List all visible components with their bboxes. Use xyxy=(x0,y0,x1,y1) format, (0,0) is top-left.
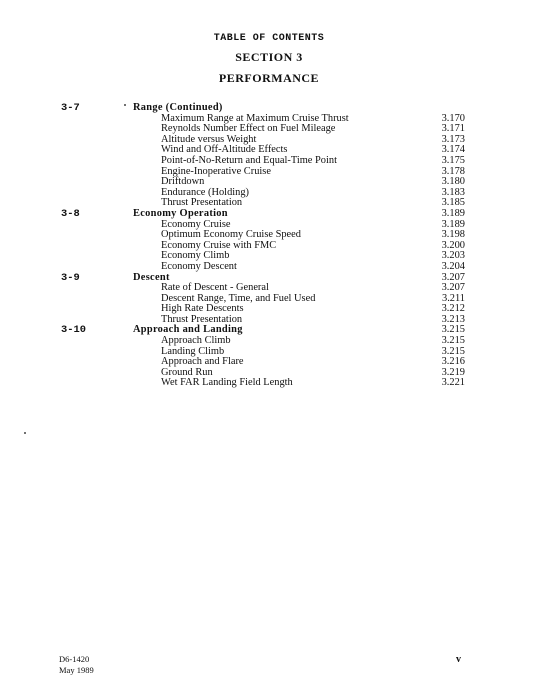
toc-page-number: 3.221 xyxy=(441,377,465,389)
toc-entry-title: Economy Cruise with FMC xyxy=(161,239,277,251)
toc-entry-title: Maximum Range at Maximum Cruise Thrust xyxy=(161,112,349,124)
toc-section-title: Approach and Landing xyxy=(133,324,243,336)
page-folio: v xyxy=(456,654,461,665)
toc-page-number: 3.203 xyxy=(441,250,465,262)
toc-entry-title: High Rate Descents xyxy=(161,303,244,315)
toc-page-number: 3.173 xyxy=(441,133,465,145)
toc-entry-title: Optimum Economy Cruise Speed xyxy=(161,229,301,241)
document-number: D6-1420 xyxy=(59,654,90,664)
toc-section-row xyxy=(0,209,538,220)
toc-entry-title: Economy Climb xyxy=(161,250,230,262)
toc-page-number: 3.185 xyxy=(441,197,465,209)
table-of-contents xyxy=(0,103,538,389)
toc-page-number: 3.189 xyxy=(441,218,465,230)
toc-entry-title: Endurance (Holding) xyxy=(161,186,250,198)
toc-page-number: 3.189 xyxy=(441,207,465,219)
toc-page-number: 3.198 xyxy=(441,229,465,241)
toc-page-number: 3.174 xyxy=(441,144,465,156)
toc-entry-title: Thrust Presentation xyxy=(161,313,243,325)
toc-section-title: Descent xyxy=(133,271,170,283)
toc-entry-title: Point-of-No-Return and Equal-Time Point xyxy=(161,154,337,166)
toc-entry-title: Approach Climb xyxy=(161,335,231,347)
toc-entry-title: Approach and Flare xyxy=(161,356,244,368)
toc-section-number: 3-9 xyxy=(61,271,80,284)
toc-entry-title: Altitude versus Weight xyxy=(161,133,257,145)
toc-section-title: Range (Continued) xyxy=(133,102,223,113)
subject-heading: PERFORMANCE xyxy=(218,71,320,85)
toc-entry-title: Thrust Presentation xyxy=(161,197,243,209)
toc-entry-title: Reynolds Number Effect on Fuel Mileage xyxy=(161,123,336,135)
toc-page-number: 3.213 xyxy=(441,313,465,325)
toc-entry-row xyxy=(0,378,538,389)
scan-speck xyxy=(24,432,26,434)
section-heading: SECTION 3 xyxy=(235,50,303,64)
toc-page-number: 3.215 xyxy=(441,345,465,357)
scan-speck xyxy=(124,104,126,106)
toc-entry-title: Economy Cruise xyxy=(161,218,231,230)
toc-page-number: 3.215 xyxy=(441,335,465,347)
toc-heading: TABLE OF CONTENTS xyxy=(213,33,325,44)
toc-entry-title: Wet FAR Landing Field Length xyxy=(161,377,293,389)
toc-section-number: 3-10 xyxy=(61,324,86,337)
toc-page-number: 3.178 xyxy=(441,165,465,177)
toc-page-number: 3.215 xyxy=(441,324,465,336)
toc-page-number: 3.180 xyxy=(441,176,465,188)
toc-entry-row xyxy=(0,262,538,273)
toc-page-number: 3.171 xyxy=(441,123,465,135)
toc-page-number: 3.207 xyxy=(441,282,465,294)
toc-page-number: 3.183 xyxy=(441,186,465,198)
document-date: May 1989 xyxy=(59,665,94,675)
toc-entry-row xyxy=(0,156,538,167)
toc-section-number: 3-8 xyxy=(61,207,80,220)
toc-page-number: 3.212 xyxy=(441,303,465,315)
toc-entry-title: Driftdown xyxy=(161,176,205,188)
toc-page-number: 3.207 xyxy=(441,271,465,283)
toc-entry-title: Economy Descent xyxy=(161,260,237,272)
toc-entry-title: Wind and Off-Altitude Effects xyxy=(161,144,288,156)
toc-entry-title: Ground Run xyxy=(161,366,213,378)
toc-entry-title: Landing Climb xyxy=(161,345,225,357)
toc-entry-title: Rate of Descent - General xyxy=(161,282,269,294)
toc-page-number: 3.216 xyxy=(441,356,465,368)
toc-page-number: 3.204 xyxy=(441,260,465,272)
toc-section-row xyxy=(0,103,538,114)
toc-page-number: 3.170 xyxy=(441,112,465,124)
toc-page-number: 3.211 xyxy=(442,292,465,304)
toc-section-title: Economy Operation xyxy=(133,207,228,219)
toc-entry-title: Descent Range, Time, and Fuel Used xyxy=(161,292,316,304)
toc-page-number: 3.219 xyxy=(441,366,465,378)
toc-entry-title: Engine-Inoperative Cruise xyxy=(161,165,271,177)
toc-page-number: 3.200 xyxy=(441,239,465,251)
toc-section-number: 3-7 xyxy=(61,102,80,114)
toc-page-number: 3.175 xyxy=(441,154,465,166)
